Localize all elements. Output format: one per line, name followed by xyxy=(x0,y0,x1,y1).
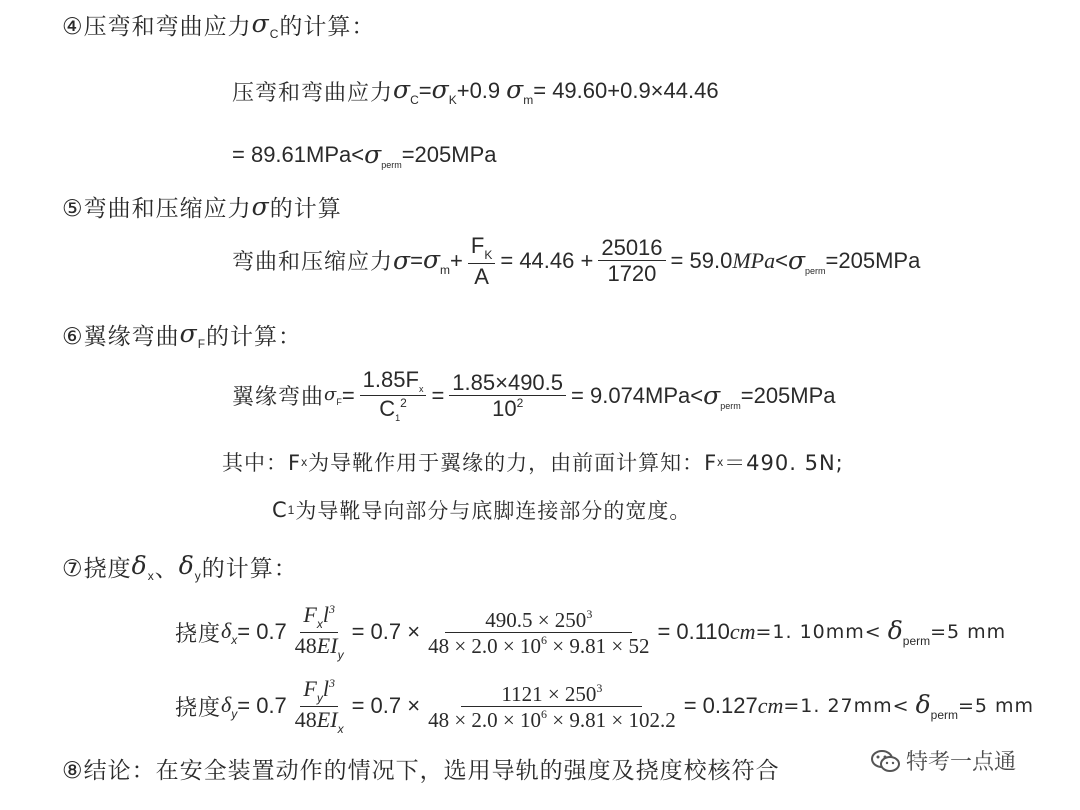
formula-text: = 0.7 × xyxy=(351,619,421,645)
formula-text: + xyxy=(450,247,463,273)
fraction-185-4905: $\frac{1.85\times 490.5}{10^2}$ xyxy=(449,371,566,420)
formula-limit: =5 mm xyxy=(957,695,1035,718)
formula-text: < xyxy=(775,247,788,273)
sigma-symbol: $\sigma_m$ xyxy=(422,244,451,277)
fraction-185fx-c1: $\frac{1.85F_x}{C_1^2}$ xyxy=(360,368,427,424)
heading-text: ⑤弯曲和压缩应力 xyxy=(62,196,252,222)
sigma-symbol: $\sigma_K$ xyxy=(431,75,457,107)
formula-5 xyxy=(232,234,920,288)
formula-limit: =205MPa xyxy=(825,247,921,273)
formula-label: 翼缘弯曲 xyxy=(232,385,325,411)
formula-7x xyxy=(175,603,1006,661)
formula-text: = 59.0 xyxy=(670,247,733,273)
formula-text: = xyxy=(418,78,432,103)
section-7-heading xyxy=(62,550,298,583)
note-fx: 其中：F x 为导靴作用于翼缘的力，由前面计算知：F x ＝490. 5N; xyxy=(222,447,844,477)
delta-perm-symbol: $\delta_{perm}$ xyxy=(915,690,958,723)
heading-text: 的计算： xyxy=(279,14,376,40)
formula-result: = 0.127 xyxy=(683,693,758,719)
formula-limit: =5 mm xyxy=(930,621,1007,644)
formula-result: = 9.074MPa< xyxy=(571,382,704,408)
watermark xyxy=(870,745,1016,776)
note-text: C xyxy=(272,498,288,522)
delta-symbol: $\delta_y$ xyxy=(178,550,202,583)
sigma-symbol: $\sigma_m$ xyxy=(506,75,534,107)
fraction-deflection-x: $\frac{490.5 \times 250^3}{48 \times 2.0 \times 10^6 \times 9.81 \times 52}$ xyxy=(428,606,650,658)
sigma-symbol: $\sigma_F$ xyxy=(324,384,342,408)
sigma-symbol: σ xyxy=(251,192,270,221)
watermark-text: 特考一点通 xyxy=(906,750,1017,775)
heading-text: ⑥翼缘弯曲 xyxy=(62,324,180,350)
formula-unit: MPa xyxy=(732,247,776,273)
note-text: 为导靴作用于翼缘的力，由前面计算知：F xyxy=(308,451,718,475)
fraction-fyl3: $\frac{F_yl^3}{48EI_x}$ xyxy=(294,676,344,736)
formula-label: 挠度 xyxy=(175,621,222,647)
formula-unit: cm xyxy=(757,693,784,719)
note-c1: C 1 为导靴导向部分与底脚连接部分的宽度。 xyxy=(272,495,691,525)
formula-4b xyxy=(232,140,497,170)
delta-perm-symbol: $\delta_{perm}$ xyxy=(887,616,931,649)
formula-text: = xyxy=(431,382,445,408)
note-text: ＝490. 5N; xyxy=(724,451,844,475)
formula-text: = xyxy=(341,382,355,408)
heading-text: 的计算 xyxy=(269,196,342,222)
sigma-symbol: $\sigma_C$ xyxy=(251,8,280,41)
heading-text: 、 xyxy=(154,556,179,582)
formula-limit: =205MPa xyxy=(740,382,836,408)
formula-6 xyxy=(232,368,836,424)
formula-text: = 0.7 xyxy=(237,693,287,719)
conclusion-text: ⑧结论：在安全装置动作的情况下，选用导轨的强度及挠度校核符合 xyxy=(62,758,780,784)
heading-text: ⑦挠度 xyxy=(62,556,132,582)
formula-text: = 49.60+0.9×44.46 xyxy=(533,78,719,103)
fraction-fk-a: $\frac{F_K}{A}$ xyxy=(468,234,495,288)
sigma-perm-symbol: $\sigma_{perm}$ xyxy=(364,140,402,170)
formula-text: = 44.46 + xyxy=(500,247,594,273)
formula-result: = 89.61MPa< xyxy=(232,142,365,167)
formula-7y xyxy=(175,677,1034,735)
delta-symbol: $\delta_x$ xyxy=(221,617,238,647)
formula-result: = 0.110 xyxy=(657,619,730,645)
heading-text: 的计算： xyxy=(206,324,303,350)
formula-text: = xyxy=(410,247,423,273)
wechat-icon xyxy=(870,748,902,774)
delta-symbol: $\delta_x$ xyxy=(131,550,155,583)
section-8-conclusion xyxy=(62,752,780,785)
formula-label: 压弯和弯曲应力 xyxy=(232,80,394,106)
fraction-25016-1720: $\frac{25016}{1720}$ xyxy=(598,236,665,285)
formula-limit: =205MPa xyxy=(401,142,497,167)
heading-text: ④压弯和弯曲应力 xyxy=(62,14,252,40)
formula-text: +0.9 xyxy=(456,78,501,103)
sigma-perm-symbol: $\sigma_{perm}$ xyxy=(787,245,826,276)
section-6-heading xyxy=(62,318,302,351)
sigma-perm-symbol: $\sigma_{perm}$ xyxy=(703,380,741,411)
sigma-symbol: $\sigma_C$ xyxy=(393,75,419,107)
formula-label: 弯曲和压缩应力 xyxy=(232,250,394,276)
section-4-heading xyxy=(62,8,375,41)
fraction-deflection-y: $\frac{1121 \times 250^3}{48 \times 2.0 \times 10^6 \times 9.81 \times 102.2}$ xyxy=(428,680,676,732)
note-text: 为导靴导向部分与底脚连接部分的宽度。 xyxy=(295,499,692,523)
formula-text: =1. 27mm< xyxy=(783,695,910,718)
note-text: 其中：F xyxy=(222,451,302,475)
fraction-fxl3: $\frac{F_xl^3}{48EI_y}$ xyxy=(294,602,344,662)
sigma-symbol: $\sigma_F$ xyxy=(179,318,207,351)
formula-text: = 0.7 xyxy=(237,619,287,645)
formula-text: = 0.7 × xyxy=(351,693,421,719)
formula-4a xyxy=(232,75,719,107)
formula-unit: cm xyxy=(729,619,756,645)
formula-text: =1. 10mm< xyxy=(755,621,882,644)
sigma-symbol: σ xyxy=(393,246,411,276)
heading-text: 的计算： xyxy=(201,556,298,582)
delta-symbol: $\delta_y$ xyxy=(221,691,238,721)
section-5-heading xyxy=(62,190,342,223)
formula-label: 挠度 xyxy=(175,695,222,721)
